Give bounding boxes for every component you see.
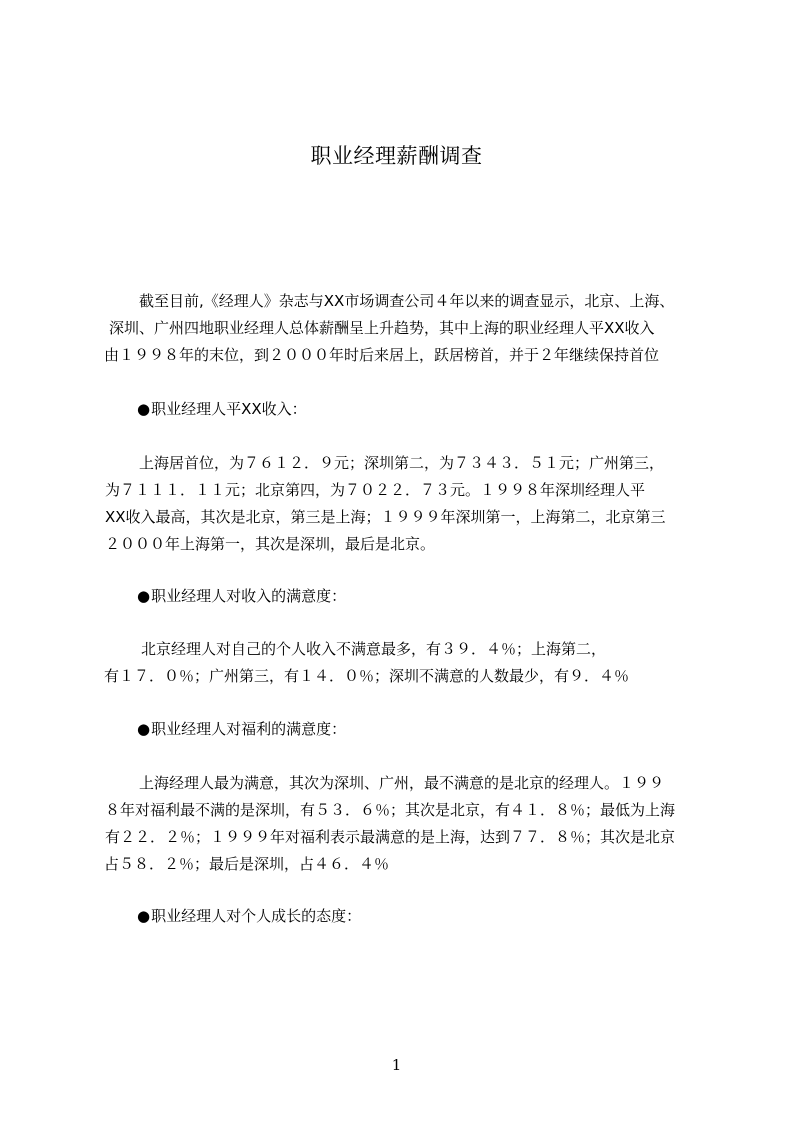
paragraph-line: 上海经理人最为满意，其次为深圳、广州，最不满意的是北京的经理人。１９９ [139,774,665,792]
paragraph-line: 上海居首位，为７６１２．９元；深圳第二，为７３４３．５１元；广州第三， [139,454,665,472]
section-heading-welfare-satisfaction [137,718,346,740]
paragraph-line: 有１７．０％；广州第三，有１４．０％；深圳不满意的人数最少，有９．４％ [104,667,630,685]
paragraph-line: ８年对福利最不满的是深圳，有５３．６％；其次是北京，有４１．８％；最低为上海 [105,801,676,819]
bullet-icon: ● [137,587,151,605]
section-heading-text: 职业经理人对收入的满意度： [151,587,347,605]
page-title: 职业经理薪酬调查 [310,144,483,168]
intro-line: 由１９９８年的末位，到２０００年时后来居上，跃居榜首，并于２年继续保持首位 [104,346,660,364]
paragraph-line: XX收入最高，其次是北京，第三是上海；１９９９年深圳第一，上海第二，北京第三 [105,508,666,526]
bullet-icon: ● [137,720,151,738]
page-number: 1 [391,1056,402,1074]
paragraph-line: 北京经理人对自己的个人收入不满意最多，有３９．４％；上海第二， [141,640,607,658]
intro-line: 深圳、广州四地职业经理人总体薪酬呈上升趋势，其中上海的职业经理人平XX收入 [109,319,655,337]
section-heading-personal-growth [137,905,361,927]
intro-line: 截至目前,《经理人》杂志与XX市场调查公司４年以来的调查显示，北京、上海、 [139,292,675,310]
bullet-icon: ● [137,400,151,418]
paragraph-line: 有２２．２％；１９９９年对福利表示最满意的是上海，达到７７．８％；其次是北京 [105,828,676,846]
section-heading-text: 职业经理人对个人成长的态度： [151,907,362,925]
bullet-icon: ● [137,907,151,925]
paragraph-line: 占５８．２％；最后是深圳，占４６．４％ [104,855,390,873]
section-heading-text: 职业经理人平XX收入： [151,400,307,418]
paragraph-line: 为７１１１．１１元；北京第四，为７０２２．７３元。１９９８年深圳经理人平 [105,481,646,499]
section-heading-income-satisfaction [137,585,346,607]
section-heading-text: 职业经理人对福利的满意度： [151,720,347,738]
section-heading-income [137,398,307,420]
paragraph-line: ２０００年上海第一，其次是深圳，最后是北京。 [105,535,436,553]
